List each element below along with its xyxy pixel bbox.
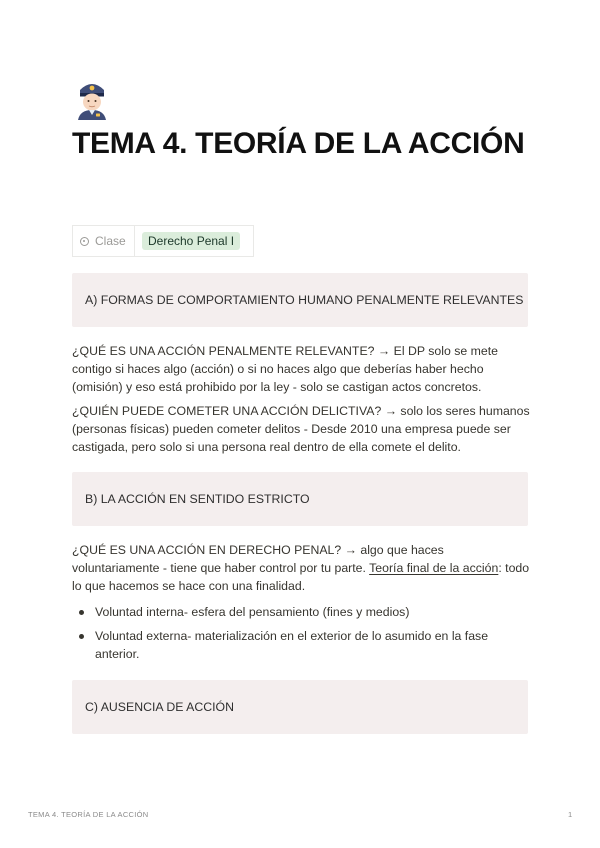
section-b-paragraph-1 bbox=[72, 541, 530, 595]
property-row bbox=[72, 225, 254, 257]
section-a-paragraph-1: ¿QUÉ ES UNA ACCIÓN PENALMENTE RELEVANTE? → El DP solo se mete contigo si haces algo (acción) o si no haces algo que deberías haber hecho (omisión) y eso está prohibido por la ley - solo se castigan actos concretos. bbox=[72, 344, 498, 394]
section-a-callout bbox=[72, 273, 528, 327]
list-item: Voluntad externa- materialización en el exterior de lo asumido en la fase anterior. bbox=[72, 627, 530, 663]
list-item: Voluntad interna- esfera del pensamiento (fines y medios) bbox=[72, 603, 530, 621]
select-property-icon bbox=[80, 237, 89, 246]
section-a-paragraph-2: ¿QUIÉN PUEDE COMETER UNA ACCIÓN DELICTIVA? → solo los seres humanos (personas físicas) pueden cometer delitos - Desde 2010 una empresa puede ser castigada, pero solo si una persona real dentro de ella comete el delito. bbox=[72, 404, 530, 454]
section-b-paragraph-end: : todo lo que hacemos se hace con una finalidad. bbox=[72, 561, 530, 593]
section-b-paragraph-start: ¿QUÉ ES UNA ACCIÓN EN DERECHO PENAL? → algo que haces voluntariamente - tiene que haber control por tu parte. bbox=[72, 543, 444, 575]
footer-page-number: 1 bbox=[568, 810, 573, 819]
section-b-bullet-list bbox=[72, 603, 530, 669]
page-title: TEMA 4. TEORÍA DE LA ACCIÓN bbox=[72, 127, 525, 160]
footer-title: TEMA 4. TEORÍA DE LA ACCIÓN bbox=[28, 810, 149, 819]
section-b-heading: B) LA ACCIÓN EN SENTIDO ESTRICTO bbox=[85, 492, 310, 506]
section-b-callout bbox=[72, 472, 528, 526]
police-officer-icon bbox=[74, 78, 110, 120]
section-c-heading: C) AUSENCIA DE ACCIÓN bbox=[85, 700, 234, 714]
section-c-callout bbox=[72, 680, 528, 734]
property-name: Clase bbox=[95, 234, 126, 248]
section-a-heading: A) FORMAS DE COMPORTAMIENTO HUMANO PENALMENTE RELEVANTES bbox=[85, 293, 524, 307]
property-tag: Derecho Penal I bbox=[142, 232, 240, 250]
property-name-cell[interactable] bbox=[73, 226, 135, 256]
property-value-cell[interactable] bbox=[135, 226, 240, 256]
teoria-final-link[interactable]: Teoría final de la acción bbox=[369, 561, 499, 575]
